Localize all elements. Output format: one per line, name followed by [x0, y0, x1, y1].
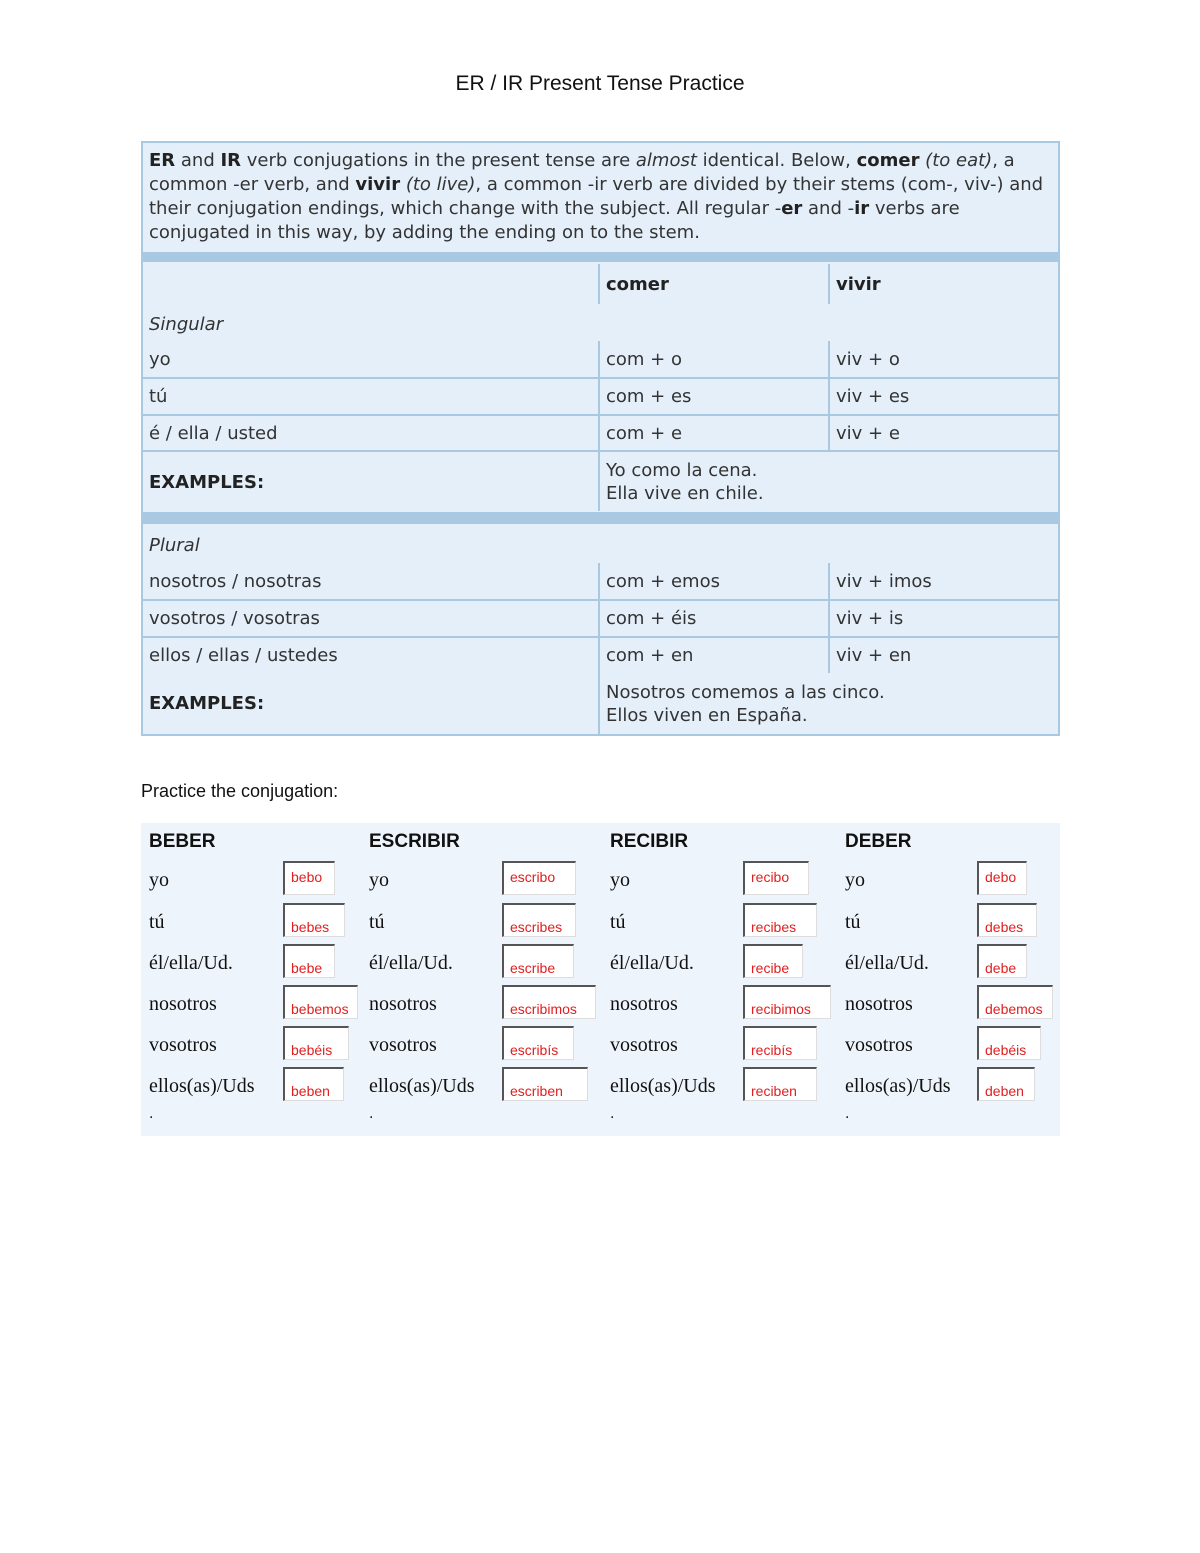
answer-field[interactable] — [283, 1026, 349, 1060]
answer-field[interactable] — [743, 944, 803, 978]
intro-paragraph — [143, 143, 1058, 251]
intro-text: , a common -er verb, and — [149, 150, 1015, 195]
trailing-dot: . — [845, 1106, 850, 1122]
practice-verb-title: ESCRIBIR — [369, 831, 460, 852]
intro-ir: ir — [854, 198, 870, 219]
trailing-dot: . — [149, 1106, 154, 1122]
plural-label: Plural — [149, 534, 200, 556]
answer-field[interactable] — [283, 944, 335, 978]
intro-text: , a common -ir verb are divided by their stems (com-, viv-) and their conjugation endings, which change with the subject. All regular - — [149, 174, 1044, 219]
comer-vosotros: com + éis — [606, 608, 697, 629]
comer-yo: com + o — [606, 348, 682, 370]
practice-pronoun: él/ella/Ud. — [369, 952, 453, 974]
intro-ir: IR — [220, 150, 242, 171]
answer-field[interactable] — [977, 944, 1027, 978]
intro-to-live: (to live) — [400, 174, 476, 195]
practice-grid — [141, 823, 1060, 1136]
answer-field[interactable] — [502, 1026, 574, 1060]
answer-field[interactable] — [283, 903, 345, 937]
answer-text: recibes — [751, 919, 797, 935]
trailing-dot: . — [369, 1106, 374, 1122]
answer-text: escribe — [510, 960, 556, 976]
header-vivir: vivir — [836, 273, 881, 295]
answer-text: debes — [985, 919, 1024, 935]
practice-pronoun: yo — [845, 869, 865, 891]
page-title: ER / IR Present Tense Practice — [455, 72, 745, 95]
practice-pronoun: ellos(as)/Uds — [149, 1075, 255, 1097]
vivir-el: viv + e — [836, 422, 900, 444]
vivir-vosotros: viv + is — [836, 608, 904, 629]
pronoun-nosotros: nosotros / nosotras — [149, 570, 322, 592]
answer-text: escriben — [510, 1083, 563, 1099]
answer-text: recibís — [751, 1042, 793, 1058]
answer-text: debo — [985, 869, 1017, 885]
vivir-tu: viv + es — [836, 386, 910, 407]
practice-pronoun: nosotros — [149, 993, 217, 1015]
answer-text: debéis — [985, 1042, 1027, 1058]
comer-nosotros: com + emos — [606, 570, 720, 592]
practice-pronoun: tú — [845, 911, 861, 933]
example-sentence: Ella vive en chile. — [606, 483, 764, 504]
practice-pronoun: tú — [149, 911, 165, 933]
intro-er: er — [781, 198, 803, 219]
practice-pronoun: yo — [149, 869, 169, 891]
practice-verb-title: RECIBIR — [610, 831, 689, 852]
section-divider — [143, 512, 1058, 524]
intro-comer: comer — [856, 150, 920, 171]
answer-text: bebe — [291, 960, 323, 976]
example-sentence: Ellos viven en España. — [606, 704, 808, 726]
answer-text: reciben — [751, 1083, 797, 1099]
answer-text: recibimos — [751, 1001, 811, 1017]
practice-pronoun: ellos(as)/Uds — [845, 1075, 951, 1097]
answer-text: deben — [985, 1083, 1024, 1099]
answer-field[interactable] — [977, 1026, 1041, 1060]
comer-ellos: com + en — [606, 645, 694, 666]
answer-text: escribimos — [510, 1001, 577, 1017]
answer-field[interactable] — [743, 1067, 817, 1101]
answer-text: bebo — [291, 869, 323, 885]
answer-text: recibo — [751, 869, 790, 885]
practice-pronoun: nosotros — [845, 993, 913, 1015]
answer-field[interactable] — [283, 861, 335, 895]
vivir-yo: viv + o — [836, 348, 900, 370]
practice-pronoun: vosotros — [149, 1034, 217, 1056]
practice-instructions: Practice the conjugation: — [141, 781, 339, 801]
comer-tu: com + es — [606, 386, 692, 407]
practice-pronoun: nosotros — [369, 993, 437, 1015]
singular-examples — [600, 452, 1058, 512]
practice-verb-title: DEBER — [845, 831, 912, 852]
vivir-nosotros: viv + imos — [836, 570, 932, 592]
answer-field[interactable] — [977, 985, 1053, 1019]
answer-field[interactable] — [502, 1067, 588, 1101]
practice-pronoun: él/ella/Ud. — [845, 952, 929, 974]
practice-pronoun: ellos(as)/Uds — [610, 1075, 716, 1097]
practice-pronoun: vosotros — [369, 1034, 437, 1056]
answer-field[interactable] — [743, 985, 831, 1019]
answer-field[interactable] — [743, 903, 817, 937]
answer-text: escribís — [510, 1042, 559, 1058]
intro-vivir: vivir — [355, 174, 401, 195]
intro-text: and — [175, 150, 221, 171]
answer-field[interactable] — [977, 861, 1027, 895]
answer-text: bebemos — [291, 1001, 349, 1017]
answer-field[interactable] — [502, 903, 576, 937]
answer-field[interactable] — [502, 985, 596, 1019]
practice-pronoun: ellos(as)/Uds — [369, 1075, 475, 1097]
answer-text: bebéis — [291, 1042, 333, 1058]
practice-pronoun: nosotros — [610, 993, 678, 1015]
answer-field[interactable] — [977, 903, 1037, 937]
plural-examples-label: EXAMPLES: — [149, 693, 265, 714]
pronoun-vosotros: vosotros / vosotras — [149, 608, 320, 629]
intro-almost: almost — [635, 150, 697, 171]
vivir-ellos: viv + en — [836, 645, 912, 666]
header-comer: comer — [606, 273, 669, 295]
pronoun-el: é / ella / usted — [149, 422, 278, 444]
practice-pronoun: yo — [610, 869, 630, 891]
practice-pronoun: vosotros — [845, 1034, 913, 1056]
example-sentence: Nosotros comemos a las cinco. — [606, 681, 885, 703]
example-sentence: Yo como la cena. — [606, 460, 758, 481]
comer-el: com + e — [606, 422, 683, 444]
intro-text: verbs are conjugated in this way, by adding the ending on to the stem. — [149, 198, 960, 243]
practice-pronoun: él/ella/Ud. — [610, 952, 694, 974]
practice-pronoun: tú — [610, 911, 626, 933]
singular-examples-label: EXAMPLES: — [149, 471, 265, 493]
intro-to-eat: (to eat) — [919, 150, 993, 171]
answer-field[interactable] — [977, 1067, 1035, 1101]
answer-text: debemos — [985, 1001, 1043, 1017]
answer-text: debe — [985, 960, 1017, 976]
answer-text: beben — [291, 1083, 330, 1099]
answer-text: recibe — [751, 960, 790, 976]
practice-pronoun: tú — [369, 911, 385, 933]
pronoun-ellos: ellos / ellas / ustedes — [149, 645, 338, 666]
answer-field[interactable] — [283, 985, 358, 1019]
practice-pronoun: vosotros — [610, 1034, 678, 1056]
practice-verb-title: BEBER — [149, 831, 216, 852]
answer-field[interactable] — [283, 1067, 344, 1101]
section-divider — [143, 252, 1058, 262]
answer-field[interactable] — [502, 944, 574, 978]
intro-er: ER — [149, 150, 176, 171]
plural-examples — [600, 673, 1058, 734]
pronoun-yo: yo — [149, 348, 171, 370]
intro-text: verb conjugations in the present tense are — [241, 150, 636, 171]
pronoun-tu: tú — [149, 386, 168, 407]
singular-label: Singular — [149, 313, 224, 335]
answer-field[interactable] — [743, 861, 809, 895]
trailing-dot: . — [610, 1106, 615, 1122]
answer-field[interactable] — [743, 1026, 817, 1060]
practice-pronoun: yo — [369, 869, 389, 891]
intro-text: identical. Below, — [696, 150, 857, 171]
conjugation-reference-table — [141, 141, 1060, 736]
answer-field[interactable] — [502, 861, 576, 895]
answer-text: escribo — [510, 869, 556, 885]
practice-pronoun: él/ella/Ud. — [149, 952, 233, 974]
intro-text: and - — [802, 198, 855, 219]
answer-text: escribes — [510, 919, 563, 935]
answer-text: bebes — [291, 919, 330, 935]
